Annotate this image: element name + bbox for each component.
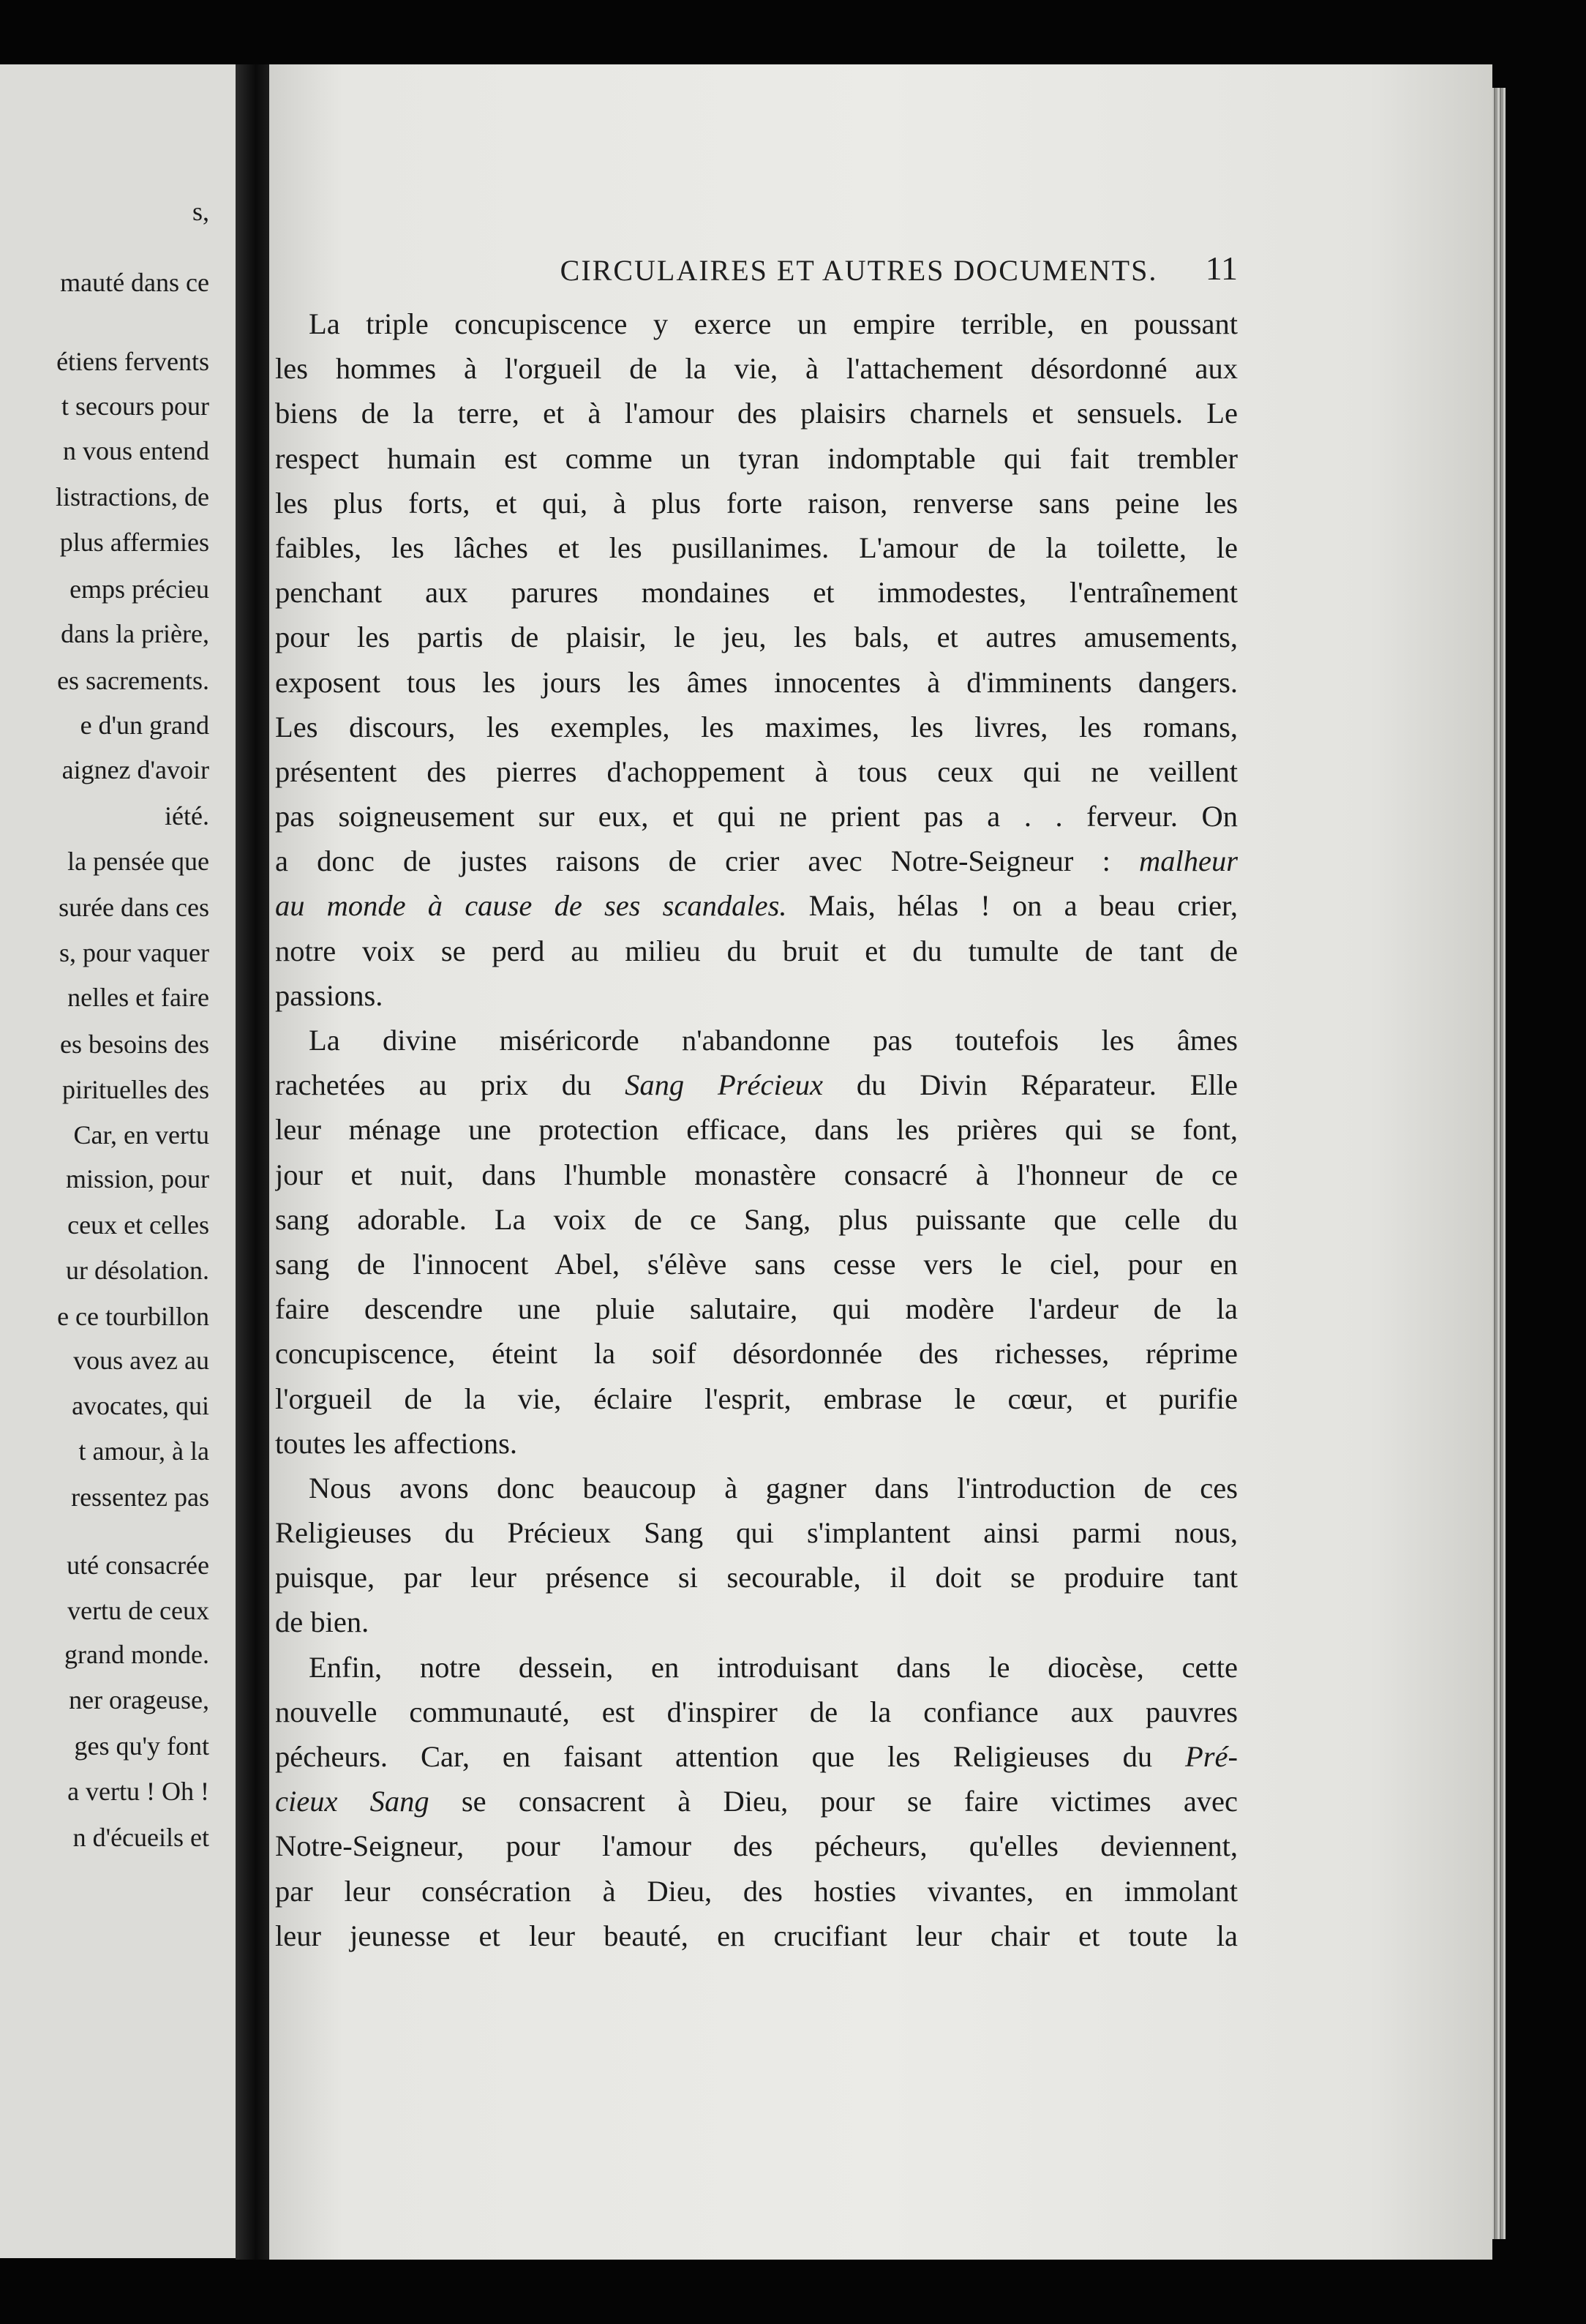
left-page-line: vertu de ceux [67, 1596, 209, 1625]
italic-phrase: Pré- [1185, 1740, 1238, 1773]
text-line: a donc de justes raisons de crier avec Notre-Seigneur : malheur [275, 844, 1238, 878]
text-line: sang adorable. La voix de ce Sang, plus puissante que celle du [275, 1202, 1238, 1236]
text-line: puisque, par leur présence si secourable, il doit se produire tant [275, 1561, 1238, 1594]
text-line: exposent tous les jours les âmes innocentes à d'imminents dangers. [275, 665, 1238, 699]
text-line: leur jeunesse et leur beauté, en crucifiant leur chair et toute la [275, 1919, 1238, 1952]
left-page-line: ner orageuse, [69, 1685, 209, 1714]
text-line: leur ménage une protection efficace, dans les prières qui se font, [275, 1113, 1238, 1147]
text-line: penchant aux parures mondaines et immodestes, l'entraînement [275, 576, 1238, 610]
right-page [269, 64, 1492, 2260]
text-line: pour les partis de plaisir, le jeu, les bals, et autres amusements, [275, 621, 1238, 654]
left-page-line: nelles et faire [67, 983, 209, 1012]
left-page-line: avocates, qui [72, 1391, 209, 1420]
left-page-line: surée dans ces [59, 893, 209, 922]
left-page-line: iété. [165, 801, 209, 831]
text-line: concupiscence, éteint la soif désordonnée des richesses, réprime [275, 1337, 1238, 1371]
left-page-line: t amour, à la [78, 1436, 209, 1466]
left-page-line: listractions, de [56, 482, 209, 511]
text-line: biens de la terre, et à l'amour des plaisirs charnels et sensuels. Le [275, 397, 1238, 430]
text-line: rachetées au prix du Sang Précieux du Divin Réparateur. Elle [275, 1068, 1238, 1102]
left-page-line: emps précieu [69, 574, 209, 604]
text-line: Notre-Seigneur, pour l'amour des pécheurs, qu'elles deviennent, [275, 1829, 1238, 1863]
left-page-line: la pensée que [67, 847, 209, 876]
italic-phrase: Sang Précieux [625, 1068, 823, 1102]
left-page-line: s, pour vaquer [59, 938, 209, 967]
left-page-line: mauté dans ce [60, 268, 209, 297]
left-page-line: n vous entend [63, 436, 209, 465]
italic-phrase: au monde à cause de ses scandales. [275, 889, 787, 923]
page-number: 11 [1205, 250, 1238, 287]
left-page-line: uté consacrée [67, 1551, 209, 1580]
body-text [275, 301, 1238, 1958]
left-page-line: es sacrements. [57, 666, 209, 695]
left-page-line: ur désolation. [66, 1256, 209, 1285]
left-page-line: a vertu ! Oh ! [67, 1777, 209, 1806]
text-line: notre voix se perd au milieu du bruit et du tumulte de tant de [275, 934, 1238, 967]
text-line: pas soigneusement sur eux, et qui ne prient pas a . . ferveur. On [275, 800, 1238, 833]
text-line: par leur consécration à Dieu, des hosties vivantes, en immolant [275, 1874, 1238, 1908]
text-line: sang de l'innocent Abel, s'élève sans cesse vers le ciel, pour en [275, 1247, 1238, 1281]
left-page-line: ressentez pas [71, 1483, 209, 1512]
left-page-line: e ce tourbillon [57, 1302, 209, 1331]
left-page-line: pirituelles des [62, 1075, 209, 1104]
text-line: Religieuses du Précieux Sang qui s'implantent ainsi parmi nous, [275, 1516, 1238, 1550]
text-line: Les discours, les exemples, les maximes, les livres, les romans, [275, 710, 1238, 743]
left-page-line: t secours pour [61, 391, 209, 421]
text-line: pécheurs. Car, en faisant attention que les Religieuses du Pré- [275, 1740, 1238, 1773]
left-page-line: vous avez au [73, 1346, 209, 1375]
text-line: passions. [275, 978, 383, 1012]
left-page-line: e d'un grand [80, 711, 209, 740]
text-line: faibles, les lâches et les pusillanimes. L'amour de la toilette, le [275, 531, 1238, 564]
text-line: l'orgueil de la vie, éclaire l'esprit, embrase le cœur, et purifie [275, 1382, 1238, 1415]
left-page-line: Car, en vertu [73, 1120, 209, 1150]
italic-phrase: malheur [1139, 844, 1238, 878]
text-line: jour et nuit, dans l'humble monastère consacré à l'honneur de ce [275, 1158, 1238, 1191]
left-page-line: plus affermies [59, 528, 209, 557]
left-page-line: grand monde. [64, 1640, 209, 1669]
text-line: au monde à cause de ses scandales. Mais, hélas ! on a beau crier, [275, 889, 1238, 923]
running-head: CIRCULAIRES ET AUTRES DOCUMENTS. [560, 254, 1158, 287]
text-line: faire descendre une pluie salutaire, qui modère l'ardeur de la [275, 1292, 1238, 1326]
left-page-line: dans la prière, [61, 619, 209, 648]
text-line: respect humain est comme un tyran indomptable qui fait trembler [275, 441, 1238, 475]
text-line: les hommes à l'orgueil de la vie, à l'attachement désordonné aux [275, 352, 1238, 386]
text-line: nouvelle communauté, est d'inspirer de la confiance aux pauvres [275, 1695, 1238, 1728]
left-page-line: mission, pour [65, 1164, 209, 1193]
left-page-line: n d'écueils et [72, 1823, 209, 1852]
text-line: les plus forts, et qui, à plus forte raison, renverse sans peine les [275, 486, 1238, 520]
left-page-line: aignez d'avoir [61, 755, 209, 784]
left-page-line: s, [192, 197, 209, 226]
italic-phrase: cieux Sang [275, 1785, 429, 1818]
text-line: cieux Sang se consacrent à Dieu, pour se faire victimes avec [275, 1785, 1238, 1818]
left-page-line: étiens fervents [56, 347, 209, 376]
text-line: La divine miséricorde n'abandonne pas toutefois les âmes [309, 1024, 1238, 1057]
text-line: toutes les affections. [275, 1426, 518, 1460]
text-line: La triple concupiscence y exerce un empire terrible, en poussant [309, 307, 1238, 340]
text-line: de bien. [275, 1605, 369, 1639]
book-binding-gutter [236, 64, 269, 2260]
text-line: Enfin, notre dessein, en introduisant dans le diocèse, cette [309, 1650, 1238, 1684]
left-page-line: es besoins des [60, 1030, 209, 1059]
left-page-line: ceux et celles [67, 1210, 209, 1240]
text-line: Nous avons donc beaucoup à gagner dans l'introduction de ces [309, 1471, 1238, 1504]
left-page-fragment [0, 64, 236, 2258]
text-line: présentent des pierres d'achoppement à tous ceux qui ne veillent [275, 754, 1238, 788]
left-page-line: ges qu'y font [74, 1731, 209, 1761]
